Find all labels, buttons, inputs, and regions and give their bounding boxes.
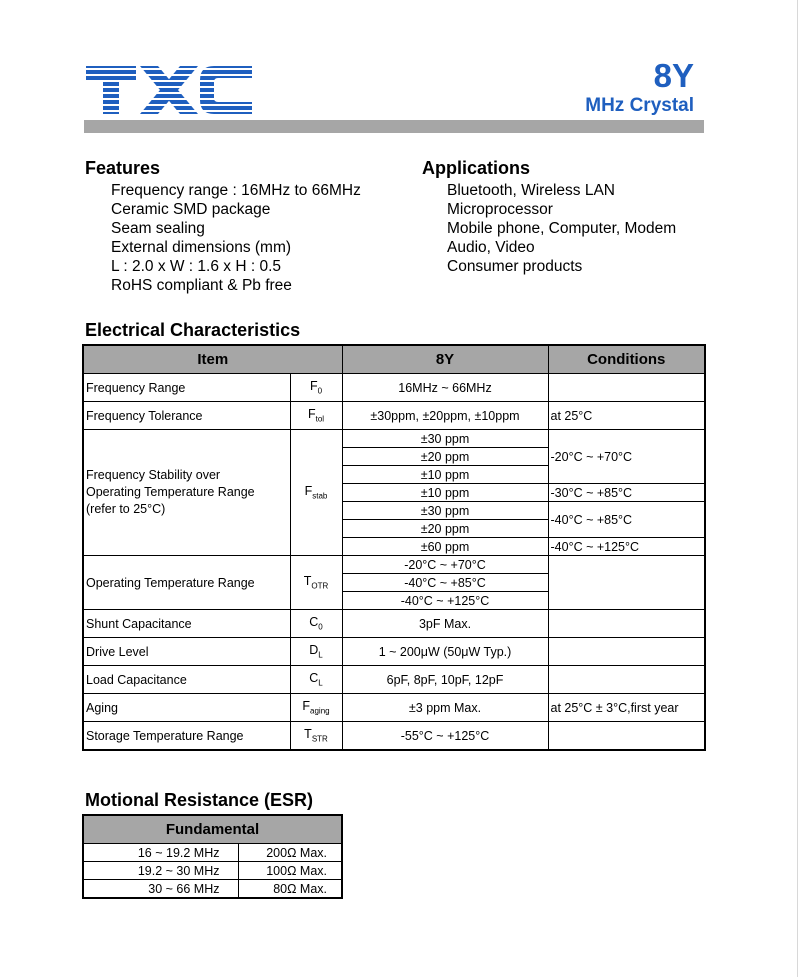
param-name: Frequency Tolerance [83, 402, 290, 430]
features-list [111, 181, 361, 295]
param-condition [548, 638, 705, 666]
table-row [83, 666, 705, 694]
param-condition [548, 610, 705, 638]
param-value: ±30 ppm [342, 502, 548, 520]
param-value: 3pF Max. [342, 610, 548, 638]
param-value: -20°C ~ +70°C [342, 556, 548, 574]
features-item: Seam sealing [111, 220, 205, 237]
param-value: ±3 ppm Max. [342, 694, 548, 722]
esr-frequency: 30 ~ 66 MHz [83, 880, 238, 899]
header-model: 8Y [342, 345, 548, 374]
table-row [83, 374, 705, 402]
esr-resistance: 80Ω Max. [238, 880, 342, 899]
param-name: Frequency Stability over Operating Temperature Range (refer to 25°C) [83, 430, 290, 556]
table-row [83, 880, 342, 899]
param-condition [548, 556, 705, 610]
param-value: -55°C ~ +125°C [342, 722, 548, 751]
esr-resistance: 200Ω Max. [238, 844, 342, 862]
param-value: ±30 ppm [342, 430, 548, 448]
param-name: Frequency Range [83, 374, 290, 402]
esr-frequency: 16 ~ 19.2 MHz [83, 844, 238, 862]
param-name: Aging [83, 694, 290, 722]
features-item: RoHS compliant & Pb free [111, 277, 292, 294]
param-condition: -40°C ~ +85°C [548, 502, 705, 538]
param-symbol: $F_{stab}$ [290, 430, 342, 556]
param-value: -40°C ~ +85°C [342, 574, 548, 592]
electrical-title: Electrical Characteristics [85, 320, 301, 340]
table-row [83, 556, 705, 574]
param-condition [548, 666, 705, 694]
applications-item: Consumer products [447, 258, 583, 275]
param-value: -40°C ~ +125°C [342, 592, 548, 610]
param-value: 1 ~ 200μW (50μW Typ.) [342, 638, 548, 666]
param-value: ±30ppm, ±20ppm, ±10ppm [342, 402, 548, 430]
header-item: Item [83, 345, 342, 374]
param-symbol: $T_{OTR}$ [290, 556, 342, 610]
features-item: Frequency range : 16MHz to 66MHz [111, 182, 361, 199]
param-symbol: $F_0$ [290, 374, 342, 402]
header-fundamental: Fundamental [83, 815, 342, 844]
param-name: Load Capacitance [83, 666, 290, 694]
header-bar [84, 120, 704, 133]
applications-item: Mobile phone, Computer, Modem [447, 220, 677, 237]
param-symbol: $C_0$ [290, 610, 342, 638]
param-value: ±20 ppm [342, 448, 548, 466]
header-conditions: Conditions [548, 345, 705, 374]
applications-list [447, 181, 676, 276]
features-title: Features [85, 158, 161, 178]
table-row [83, 402, 705, 430]
param-condition: -40°C ~ +125°C [548, 538, 705, 556]
param-value: 16MHz ~ 66MHz [342, 374, 548, 402]
param-symbol: $F_{tol}$ [290, 402, 342, 430]
param-value: ±20 ppm [342, 520, 548, 538]
param-value: ±60 ppm [342, 538, 548, 556]
param-value: ±10 ppm [342, 484, 548, 502]
param-name: Shunt Capacitance [83, 610, 290, 638]
param-condition: at 25°C [548, 402, 705, 430]
applications-item: Microprocessor [447, 201, 553, 218]
features-item: External dimensions (mm) [111, 239, 292, 256]
param-value: 6pF, 8pF, 10pF, 12pF [342, 666, 548, 694]
param-condition [548, 722, 705, 751]
esr-resistance: 100Ω Max. [238, 862, 342, 880]
param-name: Operating Temperature Range [83, 556, 290, 610]
applications-item: Bluetooth, Wireless LAN [447, 182, 615, 199]
param-value: ±10 ppm [342, 466, 548, 484]
esr-title: Motional Resistance (ESR) [85, 790, 314, 810]
param-symbol: $D_L$ [290, 638, 342, 666]
product-code: 8Y [653, 57, 694, 94]
table-row [83, 862, 342, 880]
table-row [83, 430, 705, 448]
table-row [83, 638, 705, 666]
param-condition [548, 374, 705, 402]
param-condition: at 25°C ± 3°C,first year [548, 694, 705, 722]
param-name: Storage Temperature Range [83, 722, 290, 751]
table-row [83, 722, 705, 751]
txc-logo [84, 64, 254, 116]
param-symbol: $F_{aging}$ [290, 694, 342, 722]
features-item: Ceramic SMD package [111, 201, 271, 218]
param-symbol: $T_{STR}$ [290, 722, 342, 751]
electrical-characteristics-table [82, 344, 706, 751]
applications-title: Applications [422, 158, 531, 178]
table-row [83, 694, 705, 722]
table-header-row [83, 345, 705, 374]
applications-item: Audio, Video [447, 239, 535, 256]
param-condition: -30°C ~ +85°C [548, 484, 705, 502]
param-symbol: $C_L$ [290, 666, 342, 694]
product-name: MHz Crystal [585, 95, 694, 116]
esr-frequency: 19.2 ~ 30 MHz [83, 862, 238, 880]
esr-table [82, 814, 343, 899]
table-header-row [83, 815, 342, 844]
param-condition: -20°C ~ +70°C [548, 430, 705, 484]
features-item: L : 2.0 x W : 1.6 x H : 0.5 [111, 258, 281, 275]
table-row [83, 844, 342, 862]
table-row [83, 610, 705, 638]
param-name: Drive Level [83, 638, 290, 666]
